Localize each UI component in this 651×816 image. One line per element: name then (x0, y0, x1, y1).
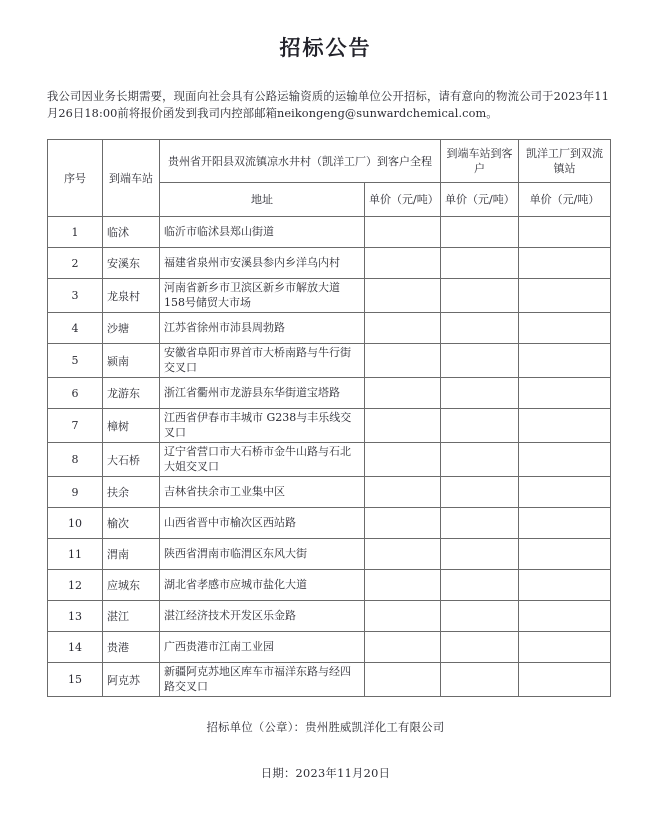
cell-address: 福建省泉州市安溪县参内乡洋乌内村 (160, 248, 365, 279)
cell-index: 11 (48, 539, 103, 570)
cell-price-full[interactable] (365, 378, 441, 409)
cell-price-factory[interactable] (519, 217, 611, 248)
table-row (48, 477, 611, 508)
cell-address: 山西省晋中市榆次区西站路 (160, 508, 365, 539)
cell-price-factory[interactable] (519, 279, 611, 313)
cell-price-factory[interactable] (519, 570, 611, 601)
page-title: 招标公告 (279, 35, 372, 60)
cell-price-full[interactable] (365, 344, 441, 378)
cell-price-station[interactable] (441, 279, 519, 313)
cell-price-station[interactable] (441, 248, 519, 279)
table-row (48, 248, 611, 279)
cell-price-full[interactable] (365, 409, 441, 443)
table-row (48, 663, 611, 697)
column-header-group-station-to-customer: 到端车站到客户 (441, 140, 519, 183)
cell-price-station[interactable] (441, 217, 519, 248)
cell-price-station[interactable] (441, 508, 519, 539)
cell-price-full[interactable] (365, 279, 441, 313)
cell-price-factory[interactable] (519, 313, 611, 344)
cell-address: 河南省新乡市卫滨区新乡市解放大道158号储贸大市场 (160, 279, 365, 313)
column-header-address: 地址 (160, 183, 365, 217)
column-header-station: 到端车站 (103, 140, 160, 217)
cell-address: 江西省伊春市丰城市 G238与丰乐线交叉口 (160, 409, 365, 443)
cell-station: 贵港 (103, 632, 160, 663)
cell-price-full[interactable] (365, 539, 441, 570)
cell-price-station[interactable] (441, 409, 519, 443)
table-row (48, 409, 611, 443)
cell-price-station[interactable] (441, 570, 519, 601)
cell-station: 樟树 (103, 409, 160, 443)
cell-price-factory[interactable] (519, 443, 611, 477)
cell-index: 6 (48, 378, 103, 409)
cell-price-full[interactable] (365, 217, 441, 248)
table-row (48, 279, 611, 313)
table-row (48, 508, 611, 539)
cell-price-station[interactable] (441, 313, 519, 344)
cell-station: 扶余 (103, 477, 160, 508)
cell-station: 渭南 (103, 539, 160, 570)
cell-index: 5 (48, 344, 103, 378)
cell-price-station[interactable] (441, 477, 519, 508)
document-footer (0, 697, 651, 781)
cell-index: 13 (48, 601, 103, 632)
cell-address: 广西贵港市江南工业园 (160, 632, 365, 663)
cell-station: 安溪东 (103, 248, 160, 279)
cell-address: 江苏省徐州市沛县周勃路 (160, 313, 365, 344)
cell-station: 应城东 (103, 570, 160, 601)
cell-price-factory[interactable] (519, 601, 611, 632)
column-header-unit-price-full: 单价（元/吨） (365, 183, 441, 217)
cell-price-factory[interactable] (519, 663, 611, 697)
table-row (48, 601, 611, 632)
cell-price-factory[interactable] (519, 344, 611, 378)
table-body (48, 217, 611, 697)
cell-station: 龙游东 (103, 378, 160, 409)
bid-table-wrapper (0, 122, 651, 697)
cell-price-station[interactable] (441, 601, 519, 632)
table-row (48, 443, 611, 477)
cell-price-factory[interactable] (519, 632, 611, 663)
cell-index: 15 (48, 663, 103, 697)
column-header-group-full-route: 贵州省开阳县双流镇凉水井村（凯洋工厂）到客户全程 (160, 140, 441, 183)
cell-index: 7 (48, 409, 103, 443)
cell-price-station[interactable] (441, 443, 519, 477)
cell-station: 龙泉村 (103, 279, 160, 313)
cell-index: 14 (48, 632, 103, 663)
cell-index: 1 (48, 217, 103, 248)
cell-station: 湛江 (103, 601, 160, 632)
cell-address: 陕西省渭南市临渭区东风大街 (160, 539, 365, 570)
cell-price-station[interactable] (441, 539, 519, 570)
cell-address: 新疆阿克苏地区库车市福洋东路与经四路交叉口 (160, 663, 365, 697)
cell-index: 9 (48, 477, 103, 508)
cell-address: 湖北省孝感市应城市盐化大道 (160, 570, 365, 601)
cell-address: 浙江省衢州市龙游县东华街道宝塔路 (160, 378, 365, 409)
cell-station: 临沭 (103, 217, 160, 248)
table-row (48, 217, 611, 248)
cell-station: 大石桥 (103, 443, 160, 477)
signature-line: 招标单位（公章）：贵州胜威凯洋化工有限公司 (206, 721, 445, 734)
cell-price-full[interactable] (365, 313, 441, 344)
table-row (48, 344, 611, 378)
table-head (48, 140, 611, 217)
cell-station: 颍南 (103, 344, 160, 378)
cell-address: 辽宁省营口市大石桥市金牛山路与石北大姐交叉口 (160, 443, 365, 477)
cell-price-factory[interactable] (519, 248, 611, 279)
cell-price-factory[interactable] (519, 508, 611, 539)
cell-index: 4 (48, 313, 103, 344)
cell-price-factory[interactable] (519, 409, 611, 443)
table-row (48, 632, 611, 663)
cell-price-station[interactable] (441, 663, 519, 697)
cell-price-full[interactable] (365, 663, 441, 697)
column-header-group-factory-to-shuangliu: 凯洋工厂到双流镇站 (519, 140, 611, 183)
date-line: 日期：2023年11月20日 (260, 767, 391, 780)
cell-address: 湛江经济技术开发区乐金路 (160, 601, 365, 632)
cell-price-station[interactable] (441, 378, 519, 409)
cell-station: 榆次 (103, 508, 160, 539)
cell-price-full[interactable] (365, 632, 441, 663)
cell-price-full[interactable] (365, 601, 441, 632)
cell-price-full[interactable] (365, 570, 441, 601)
cell-price-factory[interactable] (519, 477, 611, 508)
intro-paragraph: 我公司因业务长期需要，现面向社会具有公路运输资质的运输单位公开招标，请有意向的物流公司于2023年11月26日18:00前将报价函发到我司内控部邮箱neikongeng@sunwardchemical.com。 (47, 90, 609, 120)
cell-price-factory[interactable] (519, 378, 611, 409)
table-header-row-1 (48, 140, 611, 183)
cell-price-full[interactable] (365, 248, 441, 279)
cell-index: 3 (48, 279, 103, 313)
column-header-unit-price-factory: 单价（元/吨） (519, 183, 611, 217)
bid-table (47, 139, 611, 697)
cell-price-station[interactable] (441, 632, 519, 663)
cell-index: 8 (48, 443, 103, 477)
cell-index: 12 (48, 570, 103, 601)
cell-address: 安徽省阜阳市界首市大桥南路与牛行街交叉口 (160, 344, 365, 378)
cell-index: 10 (48, 508, 103, 539)
table-row (48, 539, 611, 570)
column-header-unit-price-station: 单价（元/吨） (441, 183, 519, 217)
table-row (48, 313, 611, 344)
cell-address: 临沂市临沭县郑山街道 (160, 217, 365, 248)
cell-index: 2 (48, 248, 103, 279)
cell-price-factory[interactable] (519, 539, 611, 570)
column-header-index: 序号 (48, 140, 103, 217)
cell-station: 阿克苏 (103, 663, 160, 697)
cell-price-full[interactable] (365, 443, 441, 477)
cell-price-full[interactable] (365, 477, 441, 508)
cell-price-station[interactable] (441, 344, 519, 378)
table-row (48, 570, 611, 601)
table-row (48, 378, 611, 409)
cell-station: 沙塘 (103, 313, 160, 344)
cell-address: 吉林省扶余市工业集中区 (160, 477, 365, 508)
cell-price-full[interactable] (365, 508, 441, 539)
